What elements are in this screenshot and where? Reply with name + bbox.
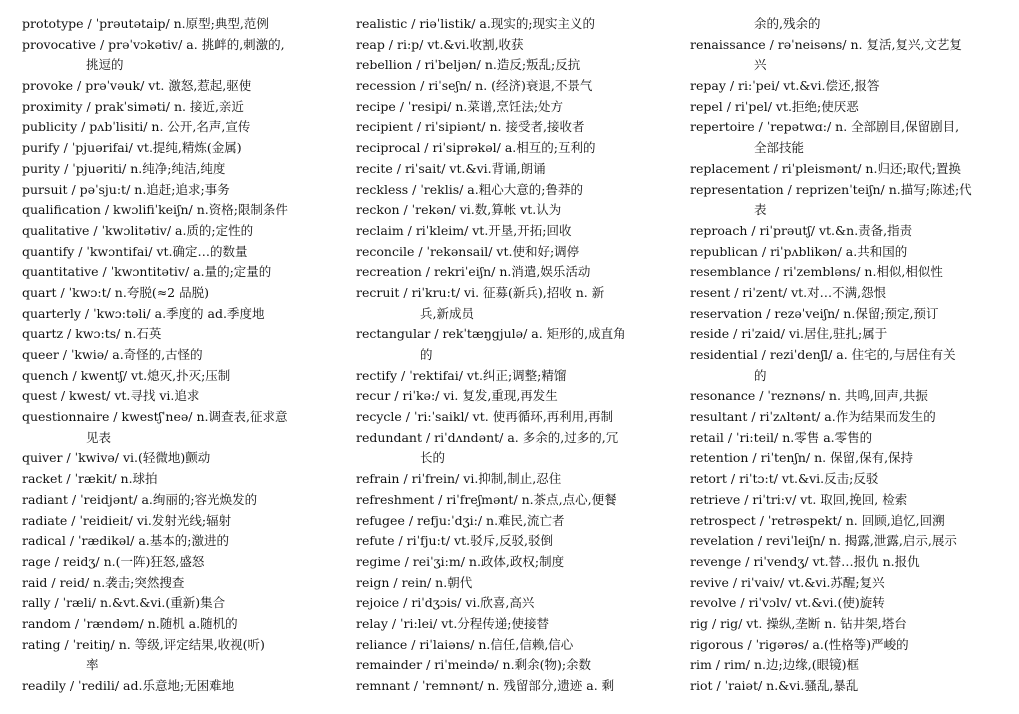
vocabulary-entry: rejoice / riˈdʒɔis/ vi.欣喜,高兴 bbox=[356, 595, 535, 611]
vocabulary-entry: rim / rim/ n.边;边缘,(眼镜)框 bbox=[690, 657, 859, 673]
column-2 bbox=[356, 14, 664, 697]
entry-continuation-line: 率 bbox=[86, 657, 99, 673]
vocabulary-entry: regime / reiˈʒi:m/ n.政体,政权;制度 bbox=[356, 553, 565, 569]
vocabulary-entry: rebellion / riˈbeljən/ n.造反;叛乱;反抗 bbox=[356, 57, 581, 73]
vocabulary-entry: repertoire / ˈrepətwɑ:/ n. 全部剧目,保留剧目, bbox=[690, 119, 960, 135]
column-1 bbox=[22, 14, 332, 697]
entry-continuation-line: 全部技能 bbox=[754, 140, 805, 156]
vocabulary-entry: resent / riˈzent/ vt.对…不满,怨恨 bbox=[690, 284, 887, 300]
vocabulary-entry: refugee / refju:ˈdʒi:/ n.难民,流亡者 bbox=[356, 512, 565, 528]
vocabulary-entry: retort / riˈtɔ:t/ vt.&vi.反击;反驳 bbox=[690, 471, 879, 487]
vocabulary-entry: refreshment / riˈfreʃmənt/ n.茶点,点心,便餐 bbox=[356, 491, 617, 507]
vocabulary-entry: rigorous / ˈrigərəs/ a.(性格等)严峻的 bbox=[690, 636, 909, 652]
column-3 bbox=[690, 14, 1000, 697]
vocabulary-entry: recycle / ˈri:ˈsaikl/ vt. 使再循环,再利用,再制 bbox=[356, 409, 614, 425]
vocabulary-entry: revive / riˈvaiv/ vt.&vi.苏醒;复兴 bbox=[690, 574, 885, 590]
vocabulary-entry: rectangular / rekˈtæŋgjulə/ a. 矩形的,成直角 bbox=[356, 326, 626, 342]
vocabulary-entry: proximity / prakˈsiməti/ n. 接近,亲近 bbox=[22, 98, 244, 114]
vocabulary-entry: radical / ˈrædikəl/ a.基本的;激进的 bbox=[22, 533, 229, 549]
vocabulary-entry: recession / riˈseʃn/ n. (经济)衰退,不景气 bbox=[356, 78, 593, 94]
vocabulary-entry: residential / reziˈdenʃl/ a. 住宅的,与居住有关 bbox=[690, 347, 956, 362]
vocabulary-entry: racket / ˈrækit/ n.球拍 bbox=[22, 471, 158, 487]
vocabulary-entry: revelation / reviˈleiʃn/ n. 揭露,泄露,启示,展示 bbox=[690, 533, 957, 549]
vocabulary-entry: quantitative / ˈkwɔntitətiv/ a.量的;定量的 bbox=[22, 264, 272, 280]
vocabulary-entry: retrieve / riˈtri:v/ vt. 取回,挽回, 检索 bbox=[690, 491, 908, 507]
vocabulary-entry: reap / ri:p/ vt.&vi.收割,收获 bbox=[356, 36, 524, 52]
vocabulary-entry: reckon / ˈrekən/ vi.数,算帐 vt.认为 bbox=[356, 202, 562, 218]
vocabulary-entry: reciprocal / riˈsiprəkəl/ a.相互的;互利的 bbox=[356, 140, 596, 156]
vocabulary-entry: random / ˈrændəm/ n.随机 a.随机的 bbox=[22, 615, 238, 631]
vocabulary-entry: reign / rein/ n.朝代 bbox=[356, 574, 473, 590]
vocabulary-entry: revenge / riˈvendʒ/ vt.替…报仇 n.报仇 bbox=[690, 553, 920, 569]
vocabulary-entry: reliance / riˈlaiəns/ n.信任,信赖,信心 bbox=[356, 636, 574, 652]
entry-continuation-line: 表 bbox=[754, 202, 767, 218]
vocabulary-entry: realistic / riəˈlistik/ a.现实的;现实主义的 bbox=[356, 16, 596, 31]
vocabulary-entry: rig / rig/ vt. 操纵,垄断 n. 钻井架,塔台 bbox=[690, 615, 907, 631]
vocabulary-entry: recipient / riˈsipiənt/ n. 接受者,接收者 bbox=[356, 119, 585, 135]
vocabulary-entry: refute / riˈfju:t/ vt.驳斥,反驳,驳倒 bbox=[356, 533, 554, 549]
vocabulary-entry: quantify / ˈkwɔntifai/ vt.确定…的数量 bbox=[22, 243, 248, 259]
vocabulary-entry: raid / reid/ n.袭击;突然搜查 bbox=[22, 574, 185, 590]
vocabulary-entry: readily / ˈredili/ ad.乐意地;无困难地 bbox=[22, 678, 235, 693]
vocabulary-entry: retail / ˈri:teil/ n.零售 a.零售的 bbox=[690, 429, 873, 445]
vocabulary-entry: reclaim / riˈkleim/ vt.开垦,开拓;回收 bbox=[356, 222, 572, 238]
vocabulary-entry: rectify / ˈrektifai/ vt.纠正;调整;精馏 bbox=[356, 367, 567, 383]
vocabulary-entry: purity / ˈpjuəriti/ n.纯净;纯洁,纯度 bbox=[22, 160, 226, 176]
vocabulary-entry: recipe / ˈresipi/ n.菜谱,烹饪法;处方 bbox=[356, 98, 564, 114]
vocabulary-entry: publicity / pʌbˈlisiti/ n. 公开,名声,宣传 bbox=[22, 119, 251, 135]
vocabulary-entry: rating / ˈreitiŋ/ n. 等级,评定结果,收视(听) bbox=[22, 636, 265, 652]
vocabulary-entry: repel / riˈpel/ vt.拒绝;使厌恶 bbox=[690, 98, 859, 114]
vocabulary-entry: reckless / ˈreklis/ a.粗心大意的;鲁莽的 bbox=[356, 181, 583, 197]
vocabulary-entry: remainder / riˈmeində/ n.剩余(物);余数 bbox=[356, 657, 592, 673]
entry-continuation-line: 的 bbox=[420, 347, 433, 362]
vocabulary-entry: purify / ˈpjuərifai/ vt.提纯,精炼(金属) bbox=[22, 140, 242, 156]
entry-continuation-line: 长的 bbox=[420, 450, 446, 466]
entry-continuation-line: 余的,残余的 bbox=[754, 16, 821, 31]
vocabulary-entry: recruit / riˈkru:t/ vi. 征募(新兵),招收 n. 新 bbox=[356, 284, 605, 300]
vocabulary-entry: reside / riˈzaid/ vi.居住,驻扎;属于 bbox=[690, 326, 888, 342]
vocabulary-entry: quench / kwentʃ/ vt.熄灭,扑灭;压制 bbox=[22, 367, 231, 383]
vocabulary-entry: quart / ˈkwɔ:t/ n.夸脱(≈2 品脱) bbox=[22, 284, 209, 300]
entry-continuation-line: 兵,新成员 bbox=[420, 305, 474, 321]
vocabulary-entry: rally / ˈræli/ n.&vt.&vi.(重新)集合 bbox=[22, 595, 226, 611]
vocabulary-entry: recite / riˈsait/ vt.&vi.背诵,朗诵 bbox=[356, 160, 546, 176]
vocabulary-entry: pursuit / pəˈsju:t/ n.追赶;追求;事务 bbox=[22, 181, 230, 197]
vocabulary-entry: resultant / riˈzʌltənt/ a.作为结果而发生的 bbox=[690, 409, 936, 425]
vocabulary-entry: replacement / riˈpleismənt/ n.归还;取代;置换 bbox=[690, 160, 961, 176]
vocabulary-entry: retrospect / ˈretrəspekt/ n. 回顾,追忆,回溯 bbox=[690, 512, 945, 528]
entry-continuation-line: 挑逗的 bbox=[86, 57, 124, 73]
vocabulary-entry: quartz / kwɔ:ts/ n.石英 bbox=[22, 326, 162, 342]
vocabulary-entry: reservation / rezəˈveiʃn/ n.保留;预定,预订 bbox=[690, 305, 939, 321]
vocabulary-entry: prototype / ˈprəutətaip/ n.原型;典型,范例 bbox=[22, 16, 269, 31]
vocabulary-entry: rage / reidʒ/ n.(一阵)狂怒,盛怒 bbox=[22, 553, 205, 569]
vocabulary-entry: provoke / prəˈvəuk/ vt. 激怒,惹起,驱使 bbox=[22, 78, 252, 94]
vocabulary-entry: quiver / ˈkwivə/ vi.(轻微地)颤动 bbox=[22, 450, 211, 466]
vocabulary-entry: remnant / ˈremnənt/ n. 残留部分,遗迹 a. 剩 bbox=[356, 678, 615, 693]
vocabulary-entry: reproach / riˈprəutʃ/ vt.&n.责备,指责 bbox=[690, 222, 913, 238]
vocabulary-entry: queer / ˈkwiə/ a.奇怪的,古怪的 bbox=[22, 347, 203, 362]
vocabulary-entry: qualitative / ˈkwɔlitətiv/ a.质的;定性的 bbox=[22, 222, 254, 238]
vocabulary-entry: quest / kwest/ vt.寻找 vi.追求 bbox=[22, 388, 200, 404]
vocabulary-entry: recur / riˈkə:/ vi. 复发,重现,再发生 bbox=[356, 388, 558, 404]
vocabulary-entry: republican / riˈpʌblikən/ a.共和国的 bbox=[690, 243, 908, 259]
vocabulary-entry: riot / ˈraiət/ n.&vi.骚乱,暴乱 bbox=[690, 678, 859, 693]
vocabulary-entry: questionnaire / kwestʃˈneə/ n.调查表,征求意 bbox=[22, 409, 288, 425]
vocabulary-entry: representation / reprizenˈteiʃn/ n.描写;陈述;代 bbox=[690, 181, 972, 197]
vocabulary-entry: repay / ri:ˈpei/ vt.&vi.偿还,报答 bbox=[690, 78, 880, 94]
entry-continuation-line: 兴 bbox=[754, 57, 767, 73]
vocabulary-entry: qualification / kwɔlifiˈkeiʃn/ n.资格;限制条件 bbox=[22, 202, 288, 218]
vocabulary-entry: recreation / rekriˈeiʃn/ n.消遣,娱乐活动 bbox=[356, 264, 591, 280]
vocabulary-entry: provocative / prəˈvɔkətiv/ a. 挑衅的,刺激的, bbox=[22, 36, 285, 52]
vocabulary-entry: relay / ˈri:lei/ vt.分程传递;使接替 bbox=[356, 615, 550, 631]
entry-continuation-line: 的 bbox=[754, 367, 767, 383]
vocabulary-entry: resemblance / riˈzembləns/ n.相似,相似性 bbox=[690, 264, 943, 280]
vocabulary-entry: resonance / ˈreznəns/ n. 共鸣,回声,共振 bbox=[690, 388, 928, 404]
vocabulary-entry: renaissance / rəˈneisəns/ n. 复活,复兴,文艺复 bbox=[690, 36, 962, 52]
vocabulary-entry: retention / riˈtenʃn/ n. 保留,保有,保持 bbox=[690, 450, 914, 466]
vocabulary-entry: reconcile / ˈrekənsail/ vt.使和好;调停 bbox=[356, 243, 580, 259]
vocabulary-entry: revolve / riˈvɔlv/ vt.&vi.(使)旋转 bbox=[690, 595, 885, 611]
vocabulary-entry: refrain / riˈfrein/ vi.抑制,制止,忍住 bbox=[356, 471, 562, 487]
vocabulary-entry: redundant / riˈdʌndənt/ a. 多余的,过多的,冗 bbox=[356, 429, 619, 445]
vocabulary-entry: radiate / ˈreidieit/ vi.发射光线;辐射 bbox=[22, 512, 232, 528]
vocabulary-entry: quarterly / ˈkwɔ:təli/ a.季度的 ad.季度地 bbox=[22, 305, 265, 321]
entry-continuation-line: 见表 bbox=[86, 429, 112, 445]
vocabulary-entry: radiant / ˈreidjənt/ a.绚丽的;容光焕发的 bbox=[22, 491, 258, 507]
